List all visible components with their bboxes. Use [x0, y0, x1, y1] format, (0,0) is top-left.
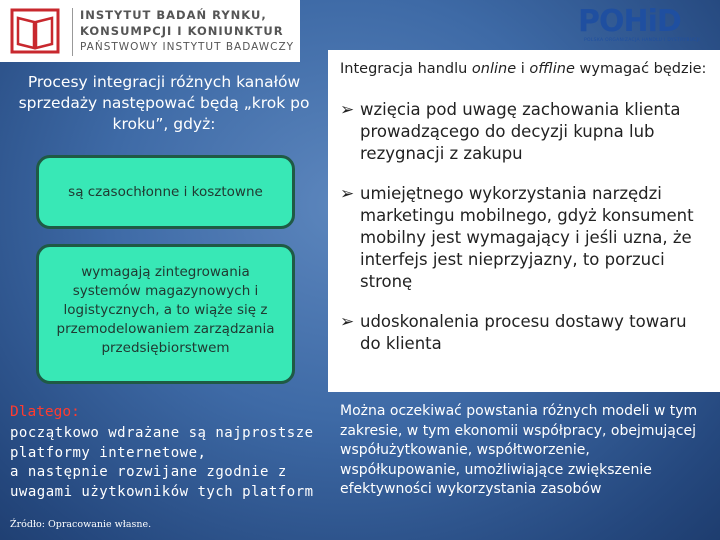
reason-box-time-cost-text: są czasochłonne i kosztowne — [68, 183, 263, 200]
source-note: Źródło: Opracowanie własne. — [10, 519, 152, 530]
intro-text: Procesy integracji różnych kanałów sprzedaży następować będą „krok po kroku”, gdyż: — [18, 73, 310, 133]
pohid-logo-tagline: POLSKA ORGANIZACJA HANDLU I DYSTRYBUCJI — [584, 38, 701, 43]
heading-part-1: Integracja handlu — [340, 61, 472, 77]
dlatego-label: Dlatego: — [10, 404, 80, 420]
requirement-text: udoskonalenia procesu dostawy towaru do klienta — [360, 312, 687, 353]
requirement-item — [340, 311, 706, 355]
arrow-bullet-icon: ➢ — [340, 100, 355, 120]
heading-part-3: wymagać będzie: — [574, 61, 707, 77]
models-note: Można oczekiwać powstania różnych modeli w tym zakresie, w tym ekonomii współpracy, obejmującej współużytkowanie, współtworzenie, współkupowanie, umożliwiające zwiększenie efektywności wykorzystania zasobów — [340, 403, 698, 497]
pohid-logo-mark: POHiD — [578, 4, 681, 39]
logo-line-3: PAŃSTWOWY INSTYTUT BADAWCZY — [80, 41, 295, 53]
requirement-item — [340, 99, 706, 165]
heading-offline: offline — [529, 61, 575, 77]
heading-online: online — [471, 61, 517, 77]
logo-line-2: KONSUMPCJI I KONIUNKTUR — [80, 24, 284, 38]
arrow-bullet-icon: ➢ — [340, 184, 355, 204]
requirements-panel — [328, 50, 720, 392]
ibrkk-logo — [0, 0, 300, 62]
logo-line-1: INSTYTUT BADAŃ RYNKU, — [80, 8, 267, 22]
reason-box-integration-text: wymagają zintegrowania systemów magazynowych i logistycznych, a to wiąże się z przemodelowaniem zarządzania przedsiębiorstwem — [56, 264, 275, 356]
heading-part-2: i — [516, 61, 530, 77]
requirement-text: umiejętnego wykorzystania narzędzi marketingu mobilnego, gdyż konsument mobilny jest wymagający i jeśli uzna, że interfejs jest nieprzyjazny, to porzuci stronę — [360, 184, 694, 291]
pohid-logo — [578, 6, 704, 52]
dlatego-body: początkowo wdrażane są najprostsze platformy internetowe, a następnie rozwijane zgodnie z uwagami użytkowników tych platform — [10, 425, 314, 500]
reason-box-integration — [36, 244, 295, 384]
requirement-text: wzięcia pod uwagę zachowania klienta prowadzącego do decyzji kupna lub rezygnacji z zakupu — [360, 100, 681, 163]
requirement-item — [340, 183, 706, 293]
reason-box-time-cost — [36, 155, 295, 229]
logo-text — [80, 7, 294, 55]
book-logo-icon — [10, 6, 60, 56]
logo-divider — [72, 8, 73, 56]
arrow-bullet-icon: ➢ — [340, 312, 355, 332]
requirements-heading — [340, 61, 706, 77]
